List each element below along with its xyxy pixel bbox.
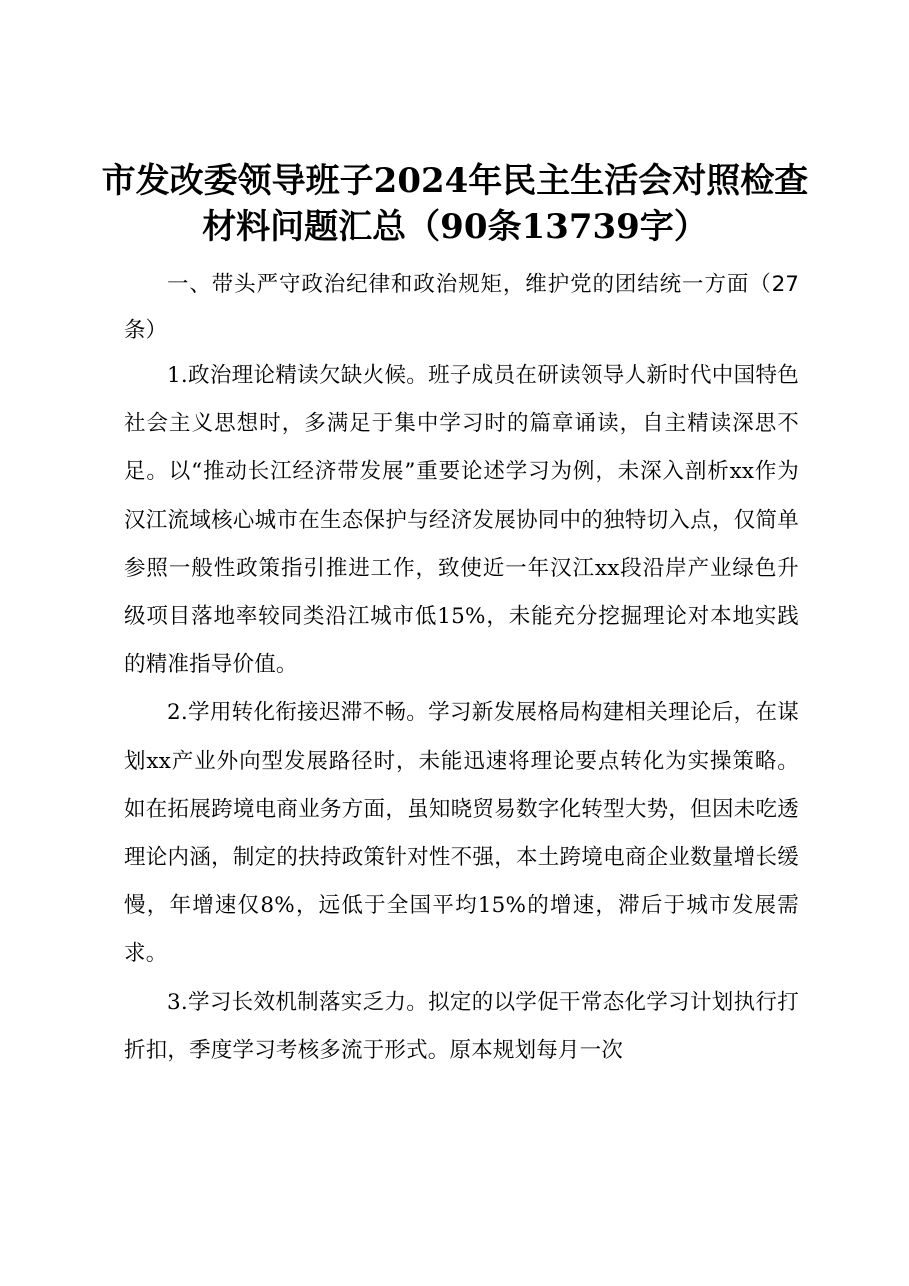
paragraph-3: 3.学习长效机制落实乏力。拟定的以学促干常态化学习计划执行打折扣，季度学习考核多流于形式。原本规划每月一次 (124, 989, 799, 1063)
document-body (124, 352, 799, 1075)
paragraph-2: 2.学用转化衔接迟滞不畅。学习新发展格局构建相关理论后，在谋划xx产业外向型发展路径时，未能迅速将理论要点转化为实操策略。如在拓展跨境电商业务方面，虽知晓贸易数字化转型大势，但因未吃透理论内涵，制定的扶持政策针对性不强，本土跨境电商企业数量增长缓慢，年增速仅8%，远低于全国平均15%的增速，滞后于城市发展需求。 (124, 700, 799, 967)
paragraph-1: 1.政治理论精读欠缺火候。班子成员在研读领导人新时代中国特色社会主义思想时，多满足于集中学习时的篇章诵读，自主精读深思不足。以“推动长江经济带发展”重要论述学习为例，未深入剖析xx作为汉江流域核心城市在生态保护与经济发展协同中的独特切入点，仅简单参照一般性政策指引推进工作，致使近一年汉江xx段沿岸产业绿色升级项目落地率较同类沿江城市低15%，未能充分挖掘理论对本地实践的精准指导价值。 (124, 363, 799, 678)
section-heading: 一、带头严守政治纪律和政治规矩，维护党的团结统一方面（27条） (124, 272, 799, 343)
document-title: 市发改委领导班子2024年民主生活会对照检查材料问题汇总（90条13739字） (101, 161, 809, 247)
